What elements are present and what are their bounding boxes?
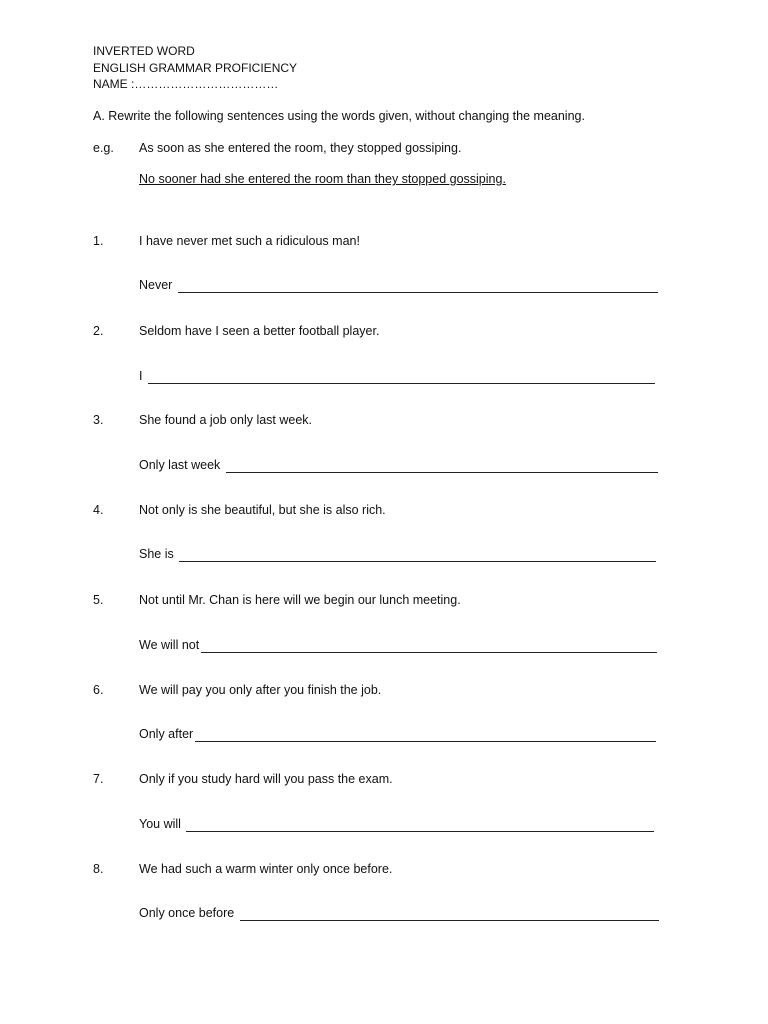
answer-line[interactable] [139,726,656,742]
example-answer: No sooner had she entered the room than they stopped gossiping. [139,172,506,186]
answer-blank[interactable] [148,370,655,384]
answer-line[interactable] [139,277,658,293]
answer-blank[interactable] [179,548,656,562]
answer-blank[interactable] [240,907,659,921]
answer-prompt: Never [139,278,176,292]
question-sentence: Seldom have I seen a better football player. [139,324,380,338]
answer-blank[interactable] [226,459,658,473]
question-sentence: We had such a warm winter only once before. [139,862,393,876]
question-sentence: Not only is she beautiful, but she is also rich. [139,503,386,517]
answer-blank[interactable] [186,818,654,832]
answer-blank[interactable] [178,279,658,293]
question-sentence: Only if you study hard will you pass the exam. [139,772,393,786]
answer-blank[interactable] [195,728,656,742]
question-sentence: Not until Mr. Chan is here will we begin our lunch meeting. [139,593,461,607]
answer-line[interactable] [139,368,655,384]
question-number: 7. [93,772,104,786]
question-number: 6. [93,683,104,697]
answer-prompt: You will [139,817,185,831]
answer-line[interactable] [139,816,654,832]
question-number: 5. [93,593,104,607]
example-sentence: As soon as she entered the room, they stopped gossiping. [139,141,462,155]
instruction-text: A. Rewrite the following sentences using the words given, without changing the meaning. [93,109,585,123]
question-sentence: She found a job only last week. [139,413,313,427]
answer-prompt: We will not [139,638,200,652]
question-number: 4. [93,503,104,517]
example-label: e.g. [93,141,114,155]
worksheet-subtitle: ENGLISH GRAMMAR PROFICIENCY [93,61,298,75]
worksheet-title: INVERTED WORD [93,44,195,58]
answer-line[interactable] [139,905,659,921]
answer-line[interactable] [139,546,656,562]
question-number: 3. [93,413,104,427]
name-field[interactable]: NAME :……………………………… [93,77,279,91]
answer-prompt: Only once before [139,906,238,920]
question-sentence: I have never met such a ridiculous man! [139,234,360,248]
question-sentence: We will pay you only after you finish the job. [139,683,382,697]
answer-blank[interactable] [201,639,657,653]
answer-prompt: I [139,369,146,383]
question-number: 8. [93,862,104,876]
answer-line[interactable] [139,637,657,653]
answer-line[interactable] [139,457,658,473]
answer-prompt: She is [139,547,178,561]
question-number: 2. [93,324,104,338]
answer-prompt: Only last week [139,458,224,472]
answer-prompt: Only after [139,727,194,741]
question-number: 1. [93,234,104,248]
